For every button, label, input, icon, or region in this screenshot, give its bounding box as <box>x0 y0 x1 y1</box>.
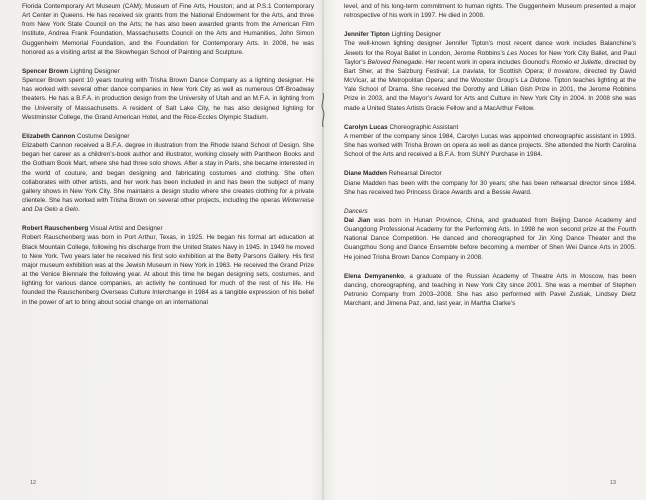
bio-text <box>22 141 314 214</box>
bio-role: Costume Designer <box>76 132 130 140</box>
bio-role: Lighting Designer <box>391 31 441 39</box>
bio-text: Florida Contemporary Art Museum (CAM); Museum of Fine Arts, Houston; and at P.S.1 Contemporary Art Center in Queens. He has received six grants from the National Endowment for the Arts, and three from New York State Council on the Arts; he has also been awarded grants from the American Film Institute, Andrea Frank Foundation, Massachusetts Council on the Arts and Humanities, John Simon Guggenheim Memorial Foundation, and the Foundation for Contemporary Arts. In 2008, he was honored as a visiting artist at the Skowhegan School of Painting and Sculpture. <box>22 3 314 56</box>
bio-spencer-brown <box>22 67 314 122</box>
bio-text-part: was born in Hunan Province, China, and graduated from Beijing Dance Academy and Guangdong Professional Academy for the Performing Arts. In 1998 he won second prize at the Fourth National Dance Competition. He danced and choreographed for Jin Xing Dance Theater and the Guangzhou Song and Dance Ensemble before becoming a member of Shen Wei Dance Arts in 2005. He joined Trisha Brown Dance Company in 2008. <box>344 216 636 261</box>
work-title: Da Gelo a Gelo <box>34 206 79 214</box>
bio-text-part: . Her recent work in opera includes Gounod’s <box>421 58 552 66</box>
bio-name: Jennifer Tipton <box>344 31 390 39</box>
bio-name: Spencer Brown <box>22 67 69 75</box>
bio-continuation <box>22 2 314 57</box>
work-title: Roméo et Juliette <box>551 58 602 66</box>
bio-text <box>344 272 636 309</box>
bio-heading <box>344 169 636 178</box>
right-page <box>344 2 636 318</box>
bio-text-part: and <box>22 206 35 214</box>
bio-heading <box>22 132 314 141</box>
bio-heading <box>344 30 636 39</box>
bio-text-part: , for Scottish Opera; <box>483 67 548 75</box>
bio-carolyn-lucas <box>344 123 636 160</box>
bio-name: Diane Madden <box>344 170 388 178</box>
bio-name: Carolyn Lucas <box>344 123 388 131</box>
bio-name: Elena Demyanenko <box>344 272 404 280</box>
pencil-mark-icon <box>318 92 328 128</box>
bio-role: Lighting Designer <box>70 67 120 75</box>
section-label-dancers: Dancers <box>344 207 368 215</box>
bio-text: Spencer Brown spent 10 years touring with Trisha Brown Dance Company as a lighting designer. He has worked with several other dance companies in New York City as well as numerous Off-Broadway theaters. He has a B.F.A. in production design from the University of Utah and an M.F.A. in lighting from the University of Massachusetts. A resident of Salt Lake City, he has also designed lighting for Westminster College, the Grand American Hotel, and the Rice-Eccles Olympic Stadium. <box>22 77 314 121</box>
bio-text <box>344 39 636 112</box>
bio-text-part: Elizabeth Cannon received a B.F.A. degree in illustration from the Rhode Island School of Design. She began her career as a children’s-book author and illustrator, working closely with Pantheon Books and the Gotham Book Mart, where she had three solo shows. After a stay in Paris, she became interested in the world of couture, and began designing and fabricating costumes and clothing. She often collaborates with other artists, and her work has been included in and has been the subject of many gallery shows in New York City. She maintains a design studio where she creates clothing for a private clientele. She has worked with Trisha Brown on several other projects, including the operas <box>22 142 314 204</box>
page-number-left: 12 <box>30 480 37 486</box>
work-title: La traviata <box>452 67 484 75</box>
work-title: Jewels <box>344 49 364 57</box>
bio-name: Dai Jian <box>344 216 371 224</box>
bio-text: level, and of his long-term commitment to human rights. The Guggenheim Museum presented a major retrospective of his work in 1997. He died in 2008. <box>344 3 636 20</box>
bio-text <box>344 216 636 262</box>
bio-role: Choreographic Assistant <box>389 123 459 131</box>
left-page <box>22 2 314 317</box>
work-title: Beloved Renegade <box>367 58 422 66</box>
bio-text-part: . Tipton teaches lighting at the Yale School of Drama. She received the Dorothy and Lillian Gish Prize in 2001, the Jerome Robbins Prize in 2003, and the Mayor’s Award for Arts and Culture in New York City in 2004. In 2008 she was made a United States Artists Gracie Fellow and a MacArthur Fellow. <box>344 77 636 112</box>
bio-text-part: for New York City Ballet, and Paul Taylor’s <box>344 49 636 66</box>
bio-continuation <box>344 2 636 20</box>
bio-text-part: The well-known lighting designer Jennifer Tipton’s most recent dance work includes Balanchine’s <box>344 40 636 48</box>
bio-text-part: . <box>78 206 80 214</box>
bio-text: A member of the company since 1984, Carolyn Lucas was appointed choreographic assistant in 1993. She has worked with Trisha Brown on opera as well as dance projects. She attended the North Carolina School of the Arts and received a B.F.A. from SUNY Purchase in 1984. <box>344 132 636 159</box>
bio-robert-rauschenberg <box>22 224 314 306</box>
bio-role: Rehearsal Director <box>388 170 442 178</box>
bio-jennifer-tipton <box>344 30 636 112</box>
bio-text: Robert Rauschenberg was born in Port Arthur, Texas, in 1925. He began his formal art education at Black Mountain College, following his discharge from the United States Navy in 1945. In 1949 he moved to New York. Two years later he received his first solo exhibition at the Betty Parsons Gallery. His first major museum exhibition was at the Jewish Museum in New York in 1963. He received the Grand Prize at the Venice Biennale the following year. At about this time he began designing sets, costumes, and lighting for various dance companies, an activity he continued for much of the rest of his life. He founded the Rauschenberg Overseas Culture Interchange in 1984 as a tangible expression of his belief in the power of art to bring about social change on an international <box>22 234 314 306</box>
bio-heading <box>22 67 314 76</box>
bio-name: Elizabeth Cannon <box>22 132 76 140</box>
bio-heading <box>22 224 314 233</box>
bio-text-part: , directed by Bart Sher, at the Salzburg Festival; <box>344 58 636 75</box>
bio-role: Visual Artist and Designer <box>90 225 163 233</box>
bio-text: Diane Madden has been with the company for 30 years; she has been rehearsal director since 1984. She has received two Princess Grace Awards and a Bessie Award. <box>344 179 636 196</box>
book-gutter <box>322 0 324 500</box>
work-title: La Didone <box>520 77 550 85</box>
bio-elizabeth-cannon <box>22 132 314 214</box>
bio-name: Robert Rauschenberg <box>22 225 89 233</box>
bio-text-part: for the Royal Ballet in London, Jerome Robbins’s <box>363 49 508 57</box>
work-title: Winterreise <box>281 196 314 204</box>
work-title: Les Noces <box>507 49 538 57</box>
bio-text-part: , a graduate of the Russian Academy of Theatre Arts in Moscow, has been dancing, choreographing, and teaching in New York City since 2001. She was a member of Stephen Petronio Company from 2003–2008. She has also performed with Pavel Zustiak, Lindsey Dietz Marchant, and Jimena Paz, and, last year, in Martha Clarke’s <box>344 272 636 308</box>
bio-elena-demyanenko <box>344 272 636 309</box>
page-number-right: 13 <box>609 480 616 486</box>
bio-heading <box>344 123 636 132</box>
bio-diane-madden <box>344 169 636 196</box>
bio-text-part: , directed by David McVicar, at the Metropolitan Opera; and the Wooster Group’s <box>344 67 637 85</box>
bio-dai-jian <box>344 216 636 262</box>
work-title: Il trovatore <box>547 67 580 75</box>
